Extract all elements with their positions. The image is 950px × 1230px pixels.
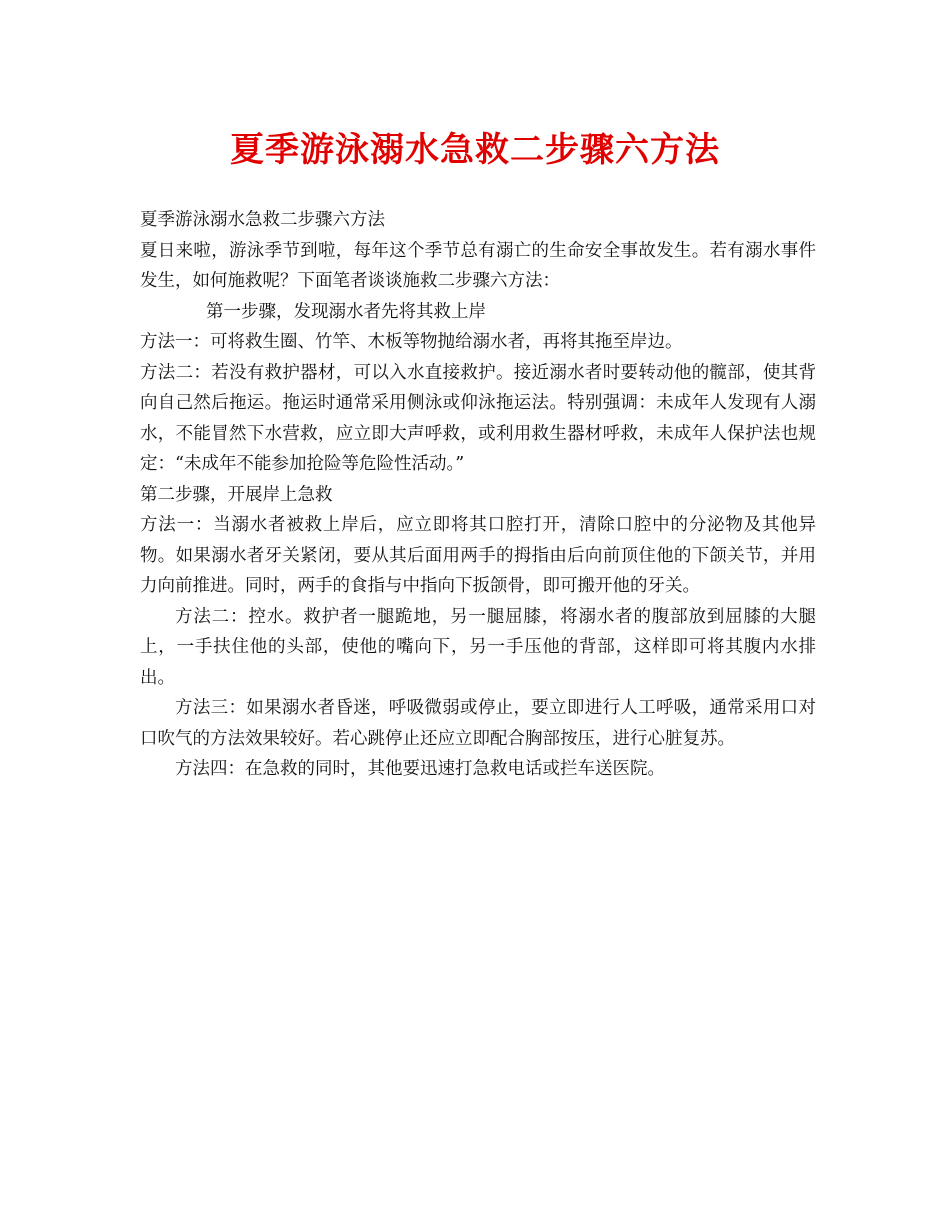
paragraph-step2-method1: 方法一：当溺水者被救上岸后，应立即将其口腔打开，清除口腔中的分泌物及其他异物。如果溺水者牙关紧闭，要从其后面用两手的拇指由后向前顶住他的下颌关节，并用力向前推进。同时，两手的食指与中指向下扳颌骨，即可搬开他的牙关。 — [140, 515, 816, 596]
paragraph-step2-method2: 方法二：控水。救护者一腿跪地，另一腿屈膝，将溺水者的腹部放到屈膝的大腿上，一手扶住他的头部，使他的嘴向下，另一手压他的背部，这样即可将其腹内水排出。 — [140, 606, 816, 688]
paragraph-step1-method2: 方法二：若没有救护器材，可以入水直接救护。接近溺水者时要转动他的髋部，使其背向自己然后拖运。拖运时通常采用侧泳或仰泳拖运法。特别强调：未成年人发现有人溺水，不能冒然下水营救，应立即大声呼救，或利用救生器材呼救，未成年人保护法也规定：“未成年不能参加抢险等危险性活动。” — [140, 362, 816, 474]
paragraph-intro: 夏日来啦，游泳季节到啦，每年这个季节总有溺亡的生命安全事故发生。若有溺水事件发生，如何施救呢？下面笔者谈谈施救二步骤六方法： — [140, 240, 816, 291]
heading-step-one: 第一步骤，发现溺水者先将其救上岸 — [206, 301, 486, 322]
paragraph-step2-method4: 方法四：在急救的同时，其他要迅速打急救电话或拦车送医院。 — [175, 759, 665, 779]
paragraph-step1-method1: 方法一：可将救生圈、竹竿、木板等物抛给溺水者，再将其拖至岸边。 — [140, 332, 683, 352]
heading-step-two: 第二步骤，开展岸上急救 — [140, 484, 333, 505]
paragraph-subtitle: 夏季游泳溺水急救二步骤六方法 — [140, 210, 385, 230]
document-title: 夏季游泳溺水急救二步骤六方法 — [230, 130, 720, 170]
document-body — [140, 205, 816, 785]
paragraph-step2-method3: 方法三：如果溺水者昏迷，呼吸微弱或停止，要立即进行人工呼吸，通常采用口对口吹气的方法效果较好。若心跳停止还应立即配合胸部按压，进行心脏复苏。 — [140, 698, 816, 749]
